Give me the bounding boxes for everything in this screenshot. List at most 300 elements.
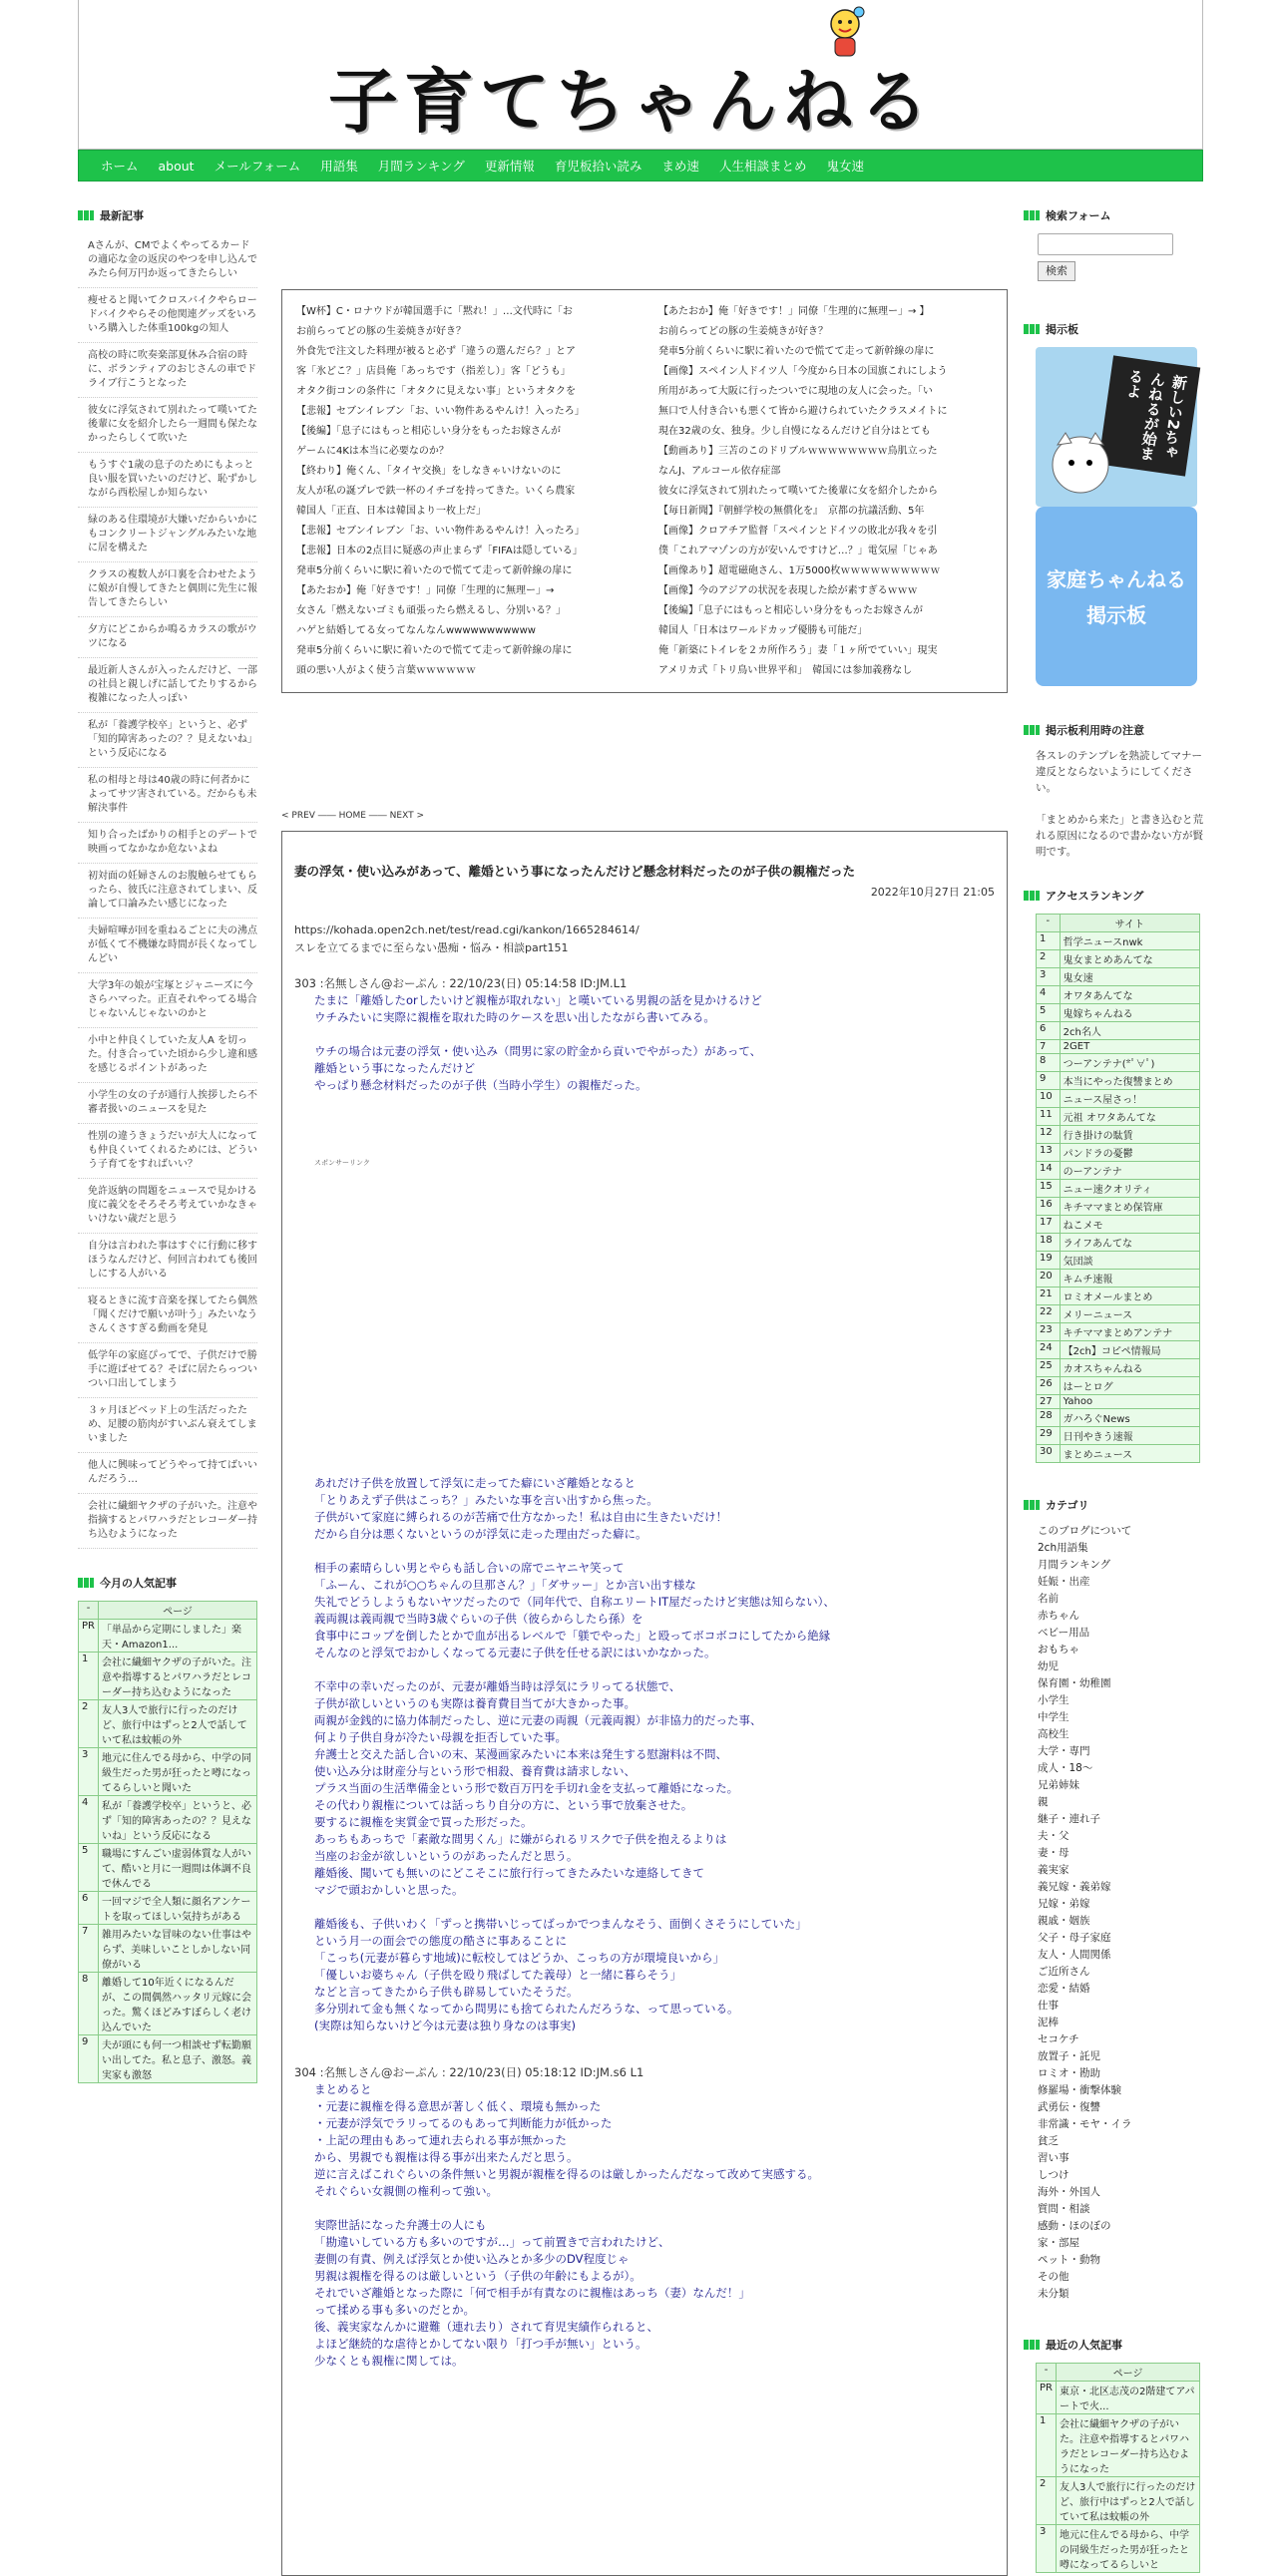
page-link[interactable]: 離婚して10年近くになるんだが、この間偶然ハッタリ元嫁に会った。驚くほどみすぼらしく老け込んでいた: [98, 1973, 256, 2035]
category-link[interactable]: 義兄嫁・義弟嫁: [1038, 1881, 1111, 1893]
table-row[interactable]: [1037, 1270, 1200, 1288]
heading-marker-icon: [1024, 210, 1040, 220]
antenna-link[interactable]: 【悲報】セブンイレブン「お、いい物件あるやんけ！入ったろ」: [296, 526, 585, 537]
latest-item[interactable]: 会社に繊細ヤクザの子がいた。注意や指摘するとパワハラだとレコーダー持ち込むようになった: [78, 1494, 257, 1549]
page-link[interactable]: 鬼女速: [1060, 968, 1199, 986]
rank-cell: 21: [1037, 1288, 1061, 1305]
katei-board-banner[interactable]: 家庭ちゃんねる 掲示板: [1036, 507, 1197, 686]
antenna-link[interactable]: 【悲報】セブンイレブン「お、いい物件あるやんけ！入ったろ」: [296, 406, 585, 417]
table-header-cell: サイト: [1060, 915, 1199, 932]
rank-cell: 8: [1037, 1054, 1061, 1072]
rank-cell: 9: [1037, 1072, 1061, 1090]
heading-marker-icon: [1024, 324, 1040, 334]
antenna-link[interactable]: 【後編】「息子にはもっと相応しい身分をもったお嫁さんが: [296, 426, 561, 437]
table-header-cell: ページ: [98, 1602, 256, 1620]
table-row[interactable]: [1037, 2525, 1200, 2573]
category-link[interactable]: 継子・連れ子: [1038, 1813, 1100, 1825]
rank-cell: 2: [79, 1700, 99, 1748]
article: [281, 831, 1008, 2576]
nav-item[interactable]: 更新情報: [484, 159, 535, 174]
latest-item[interactable]: 緑のある住環境が大嫌いだからいかにもコンクリートジャングルみたいな地に居を構えた: [78, 508, 257, 562]
rank-cell: 3: [1037, 968, 1061, 986]
antenna-link[interactable]: 【毎日新聞】『朝鮮学校の無償化を』 京都の抗議活動、5年: [658, 506, 925, 517]
rank-cell: 16: [1037, 1198, 1061, 1216]
page-link[interactable]: 2ch名人: [1060, 1022, 1199, 1040]
rank-cell: 3: [1037, 2525, 1057, 2573]
table-row[interactable]: [1037, 1162, 1200, 1180]
antenna-link[interactable]: 【あたおか】俺「好きです！」同僚「生理的に無理ー」→ 】: [658, 306, 930, 317]
category-link[interactable]: 中学生: [1038, 1711, 1069, 1723]
rank-cell: 25: [1037, 1359, 1061, 1377]
antenna-link[interactable]: アメリカ式「トリ鳥い世界平和」 韓国には参加義務なし: [658, 665, 913, 676]
antenna-link[interactable]: 【画像】今のアジアの状況を表現した絵が素すぎるｗｗｗ: [658, 585, 918, 596]
source-url[interactable]: https://kohada.open2ch.net/test/read.cgi/kankon/1665284614/: [294, 923, 640, 936]
category-link[interactable]: 月間ランキング: [1038, 1559, 1111, 1571]
antenna-link[interactable]: ハゲと結婚してる女ってなんなんwwwwwwwwwww: [296, 625, 536, 636]
latest-item[interactable]: 彼女に浮気されて別れたって嘆いてた後輩に女を紹介したら一週間も保たなかったらしくて吹いた: [78, 398, 257, 453]
rank-cell: 27: [1037, 1395, 1061, 1409]
rank-cell: 7: [79, 1925, 99, 1973]
page-link[interactable]: 東京・北区志茂の2階建てアパートで火...: [1056, 2382, 1199, 2414]
antenna-link[interactable]: 【画像】クロアチア監督「スペインとドイツの敗北が我々を引: [658, 526, 938, 537]
latest-list: [78, 233, 257, 1549]
latest-item[interactable]: 私の相母と母は40歳の時に何者かによってサツ害されている。だからも未解決事件: [78, 768, 257, 823]
page-link[interactable]: 日刊やきう速報: [1060, 1427, 1199, 1445]
nav-item[interactable]: まめ速: [661, 159, 699, 174]
table-row[interactable]: [79, 1973, 257, 2035]
table-row[interactable]: [79, 1700, 257, 1748]
rank-cell: 6: [79, 1892, 99, 1925]
category-link[interactable]: 貧乏: [1038, 2135, 1059, 2147]
article-date: 2022年10月27日 21:05: [870, 886, 995, 899]
latest-item[interactable]: 初対面の妊婦さんのお腹触らせてもらったら、彼氏に注意されてしまい、反論して口論みたい感じになった: [78, 864, 257, 919]
table-row[interactable]: [1037, 932, 1200, 950]
rank-cell: 24: [1037, 1341, 1061, 1359]
rank-cell: 29: [1037, 1427, 1061, 1445]
page-link[interactable]: 鬼嫁ちゃんねる: [1060, 1004, 1199, 1022]
antenna-link[interactable]: 発車5分前くらいに駅に着いたので慌てて走って新幹線の扉に: [296, 645, 573, 656]
post-304: [294, 2064, 995, 2370]
rank-cell: 5: [79, 1844, 99, 1892]
page-link[interactable]: カオスちゃんねる: [1060, 1359, 1199, 1377]
category-link[interactable]: 親戚・姻族: [1038, 1915, 1090, 1927]
antenna-link[interactable]: 僕「これアマゾンの方が安いんですけど…？」電気屋「じゃあ: [658, 546, 938, 556]
rank-cell: 8: [79, 1973, 99, 2035]
antenna-link[interactable]: オタク街コンの条件に「オタクに見えない事」というオタクを: [296, 386, 576, 397]
antenna-link[interactable]: お前らってどの豚の生姜焼きが好き？: [658, 326, 828, 337]
table-row[interactable]: [1037, 1359, 1200, 1377]
latest-item[interactable]: クラスの複数人が口裏を合わせたように娘が自慢してきたと偶則に先生に報告してきたらしい: [78, 562, 257, 617]
page-link[interactable]: 気団談: [1060, 1252, 1199, 1270]
rank-cell: 15: [1037, 1180, 1061, 1198]
page-link[interactable]: 会社に繊細ヤクザの子がいた。注意や指導するとパワハラだとレコーダー持ち込むようになった: [98, 1653, 256, 1700]
antenna-link[interactable]: 無口で人付き合いも悪くて皆から避けられていたクラスメイトに: [658, 406, 948, 417]
latest-item[interactable]: 夕方にどこからか鳴るカラスの歌がウツになる: [78, 617, 257, 658]
page-link[interactable]: ロミオメールまとめ: [1060, 1288, 1199, 1305]
category-link[interactable]: 仕事: [1038, 2000, 1059, 2012]
antenna-link[interactable]: 外食先で注文した料理が被ると必ず「違うの選んだら？」とア: [296, 346, 576, 357]
antenna-column-left: [282, 290, 644, 692]
latest-item[interactable]: ３ヶ月ほどベッド上の生活だったため、足腰の筋肉がすいぶん衰えてしまいました: [78, 1398, 257, 1453]
right-sidebar: [1024, 199, 1203, 2573]
table-header-cell: -: [1037, 2364, 1057, 2382]
category-link[interactable]: ロミオ・勘助: [1038, 2067, 1100, 2079]
page-link[interactable]: 行き掛けの駄賃: [1060, 1126, 1199, 1144]
category-link[interactable]: 夫・父: [1038, 1830, 1069, 1842]
page-link[interactable]: ねこメモ: [1060, 1216, 1199, 1234]
table-row[interactable]: [1037, 1216, 1200, 1234]
rank-cell: 22: [1037, 1305, 1061, 1323]
table-row[interactable]: [1037, 1427, 1200, 1445]
antenna-link[interactable]: 友人が私の誕プレで鉄一杯のイチゴを持ってきた。いくら農家: [296, 486, 576, 497]
page-link[interactable]: 私が「養護学校卒」というと、必ず「知的障害あったの？？見えないね」という反応になる: [98, 1796, 256, 1844]
antenna-link[interactable]: なんJ、アルコール依存症部: [658, 466, 781, 477]
post-body: たまに「離婚したorしたいけど親権が取れない」と嘆いている男親の話を見かけるけど ウチみたいに実際に親権を取れた時のケースを思い出したながら書いてみる。 ウチの場合は元妻の浮気・使い込み（問男に家の貯金から貢いでやがった）があって、 離婚という事になったんだけど やっぱり懸念材料だったのが子供（当時小学生）の親権だった。: [314, 993, 762, 1092]
page-link[interactable]: パンドラの憂鬱: [1060, 1144, 1199, 1162]
latest-item[interactable]: 高校の時に吹奏楽部夏休み合宿の時に、ボランティアのおじさんの車でドライブ行こうとなった: [78, 343, 257, 398]
rank-cell: 19: [1037, 1252, 1061, 1270]
latest-item[interactable]: 私が「養護学校卒」というと、必ず「知的障害あったの？？見えないね」という反応になる: [78, 713, 257, 768]
latest-item[interactable]: 小学生の女の子が通行人挨拶したら不審者扱いのニュースを見た: [78, 1083, 257, 1124]
nav-item[interactable]: 月間ランキング: [377, 159, 465, 174]
table-row[interactable]: [1037, 1040, 1200, 1054]
category-link[interactable]: しつけ: [1038, 2169, 1069, 2181]
category-link[interactable]: 修羅場・衝撃体験: [1038, 2084, 1121, 2096]
page-link[interactable]: ニュー速クオリティ: [1060, 1180, 1199, 1198]
search-input[interactable]: [1038, 233, 1173, 255]
page-link[interactable]: 職場にすんごい虚弱体質な人がいて、酷いと月に一週間は体調不良で休んでる: [98, 1844, 256, 1892]
table-row[interactable]: [1037, 1180, 1200, 1198]
category-link[interactable]: 質問・相談: [1038, 2203, 1090, 2215]
antenna-link[interactable]: 頭の悪い人がよく使う言葉ｗｗｗｗｗｗ: [296, 665, 476, 676]
latest-item[interactable]: 他人に興味ってどうやって持てばいいんだろう…: [78, 1453, 257, 1494]
category-link[interactable]: 家・部屋: [1038, 2237, 1079, 2249]
antenna-link[interactable]: 彼女に浮気されて別れたって嘆いてた後輩に女を紹介したから: [658, 486, 938, 497]
page-link[interactable]: のーアンテナ: [1060, 1162, 1199, 1180]
antenna-link[interactable]: 【後編】「息子にはもっと相応しい身分をもったお嫁さんが: [658, 605, 923, 616]
table-row[interactable]: [1037, 1022, 1200, 1040]
nav-item[interactable]: 鬼女速: [826, 159, 864, 174]
access-table: [1036, 914, 1200, 1463]
latest-item[interactable]: 最近新人さんが入ったんだけど、一部の社員と親しげに話してたりするから複雑になった人っぽい: [78, 658, 257, 713]
site-header: [78, 0, 1203, 150]
rank-cell: 30: [1037, 1445, 1061, 1463]
rank-cell: 18: [1037, 1234, 1061, 1252]
category-link[interactable]: ベビー用品: [1038, 1627, 1090, 1639]
table-row[interactable]: [1037, 1054, 1200, 1072]
nav-item[interactable]: メールフォーム: [214, 159, 301, 174]
table-row[interactable]: [1037, 1409, 1200, 1427]
latest-item[interactable]: 知り合ったばかりの相手とのデートで映画ってなかなか危ないよね: [78, 823, 257, 864]
antenna-link[interactable]: ゲームに4Kは本当に必要なのか？: [296, 446, 449, 457]
main-content: [281, 289, 1008, 2576]
antenna-link[interactable]: 韓国人「日本はワールドカップ優勝も可能だ」: [658, 625, 868, 636]
heading-marker-icon: [78, 1578, 94, 1588]
rank-cell: 9: [79, 2035, 99, 2083]
table-row[interactable]: [1037, 1395, 1200, 1409]
rank-cell: 1: [1037, 932, 1061, 950]
page-link[interactable]: ライフあんてな: [1060, 1234, 1199, 1252]
latest-item[interactable]: 性別の違うきょうだいが大人になっても仲良くいてくれるためには、どういう子育てをすればいい？: [78, 1124, 257, 1179]
page-link[interactable]: つーアンテナ(*ﾟ∀ﾟ): [1060, 1054, 1199, 1072]
page-link[interactable]: キチママまとめ保管庫: [1060, 1198, 1199, 1216]
rank-cell: 2: [1037, 2477, 1057, 2525]
antenna-column-right: [644, 290, 1007, 692]
table-row[interactable]: [79, 1796, 257, 1844]
antenna-link[interactable]: 【画像】スペイン人ドイツ人「今度から日本の国旗これにしよう: [658, 366, 948, 377]
post-303-continued: [294, 1475, 995, 2034]
table-row[interactable]: [1037, 2477, 1200, 2525]
category-link[interactable]: 妊娠・出産: [1038, 1576, 1090, 1588]
category-list: [1024, 1523, 1203, 2303]
sponsor-label: スポンサーリンク: [314, 1159, 370, 1167]
category-link[interactable]: 保育園・幼稚園: [1038, 1677, 1111, 1689]
search-button[interactable]: 検索: [1038, 261, 1075, 281]
antenna-link[interactable]: お前らってどの豚の生姜焼きが好き？: [296, 326, 466, 337]
category-link[interactable]: 武勇伝・復讐: [1038, 2101, 1100, 2113]
table-row[interactable]: [1037, 1108, 1200, 1126]
rank-cell: 2: [1037, 950, 1061, 968]
table-header-cell: -: [1037, 915, 1061, 932]
page-link[interactable]: Yahoo: [1060, 1395, 1199, 1409]
page-link[interactable]: 元祖 オワタあんてな: [1060, 1108, 1199, 1126]
table-row[interactable]: [1037, 1341, 1200, 1359]
page-link[interactable]: 地元に住んでる母から、中学の同級生だった男が狂ったと噂になってるらしいと聞いた: [98, 1748, 256, 1796]
table-row[interactable]: [79, 2035, 257, 2083]
page-link[interactable]: 一回マジで全人類に顔名アンケートを取ってほしい気持ちがある: [98, 1892, 256, 1925]
page-link[interactable]: はーとログ: [1060, 1377, 1199, 1395]
antenna-link[interactable]: 【W杯】C・ロナウドが韓国選手に「黙れ！」…文代時に「お: [296, 306, 573, 317]
latest-item[interactable]: もうすぐ1歳の息子のためにもよっと良い服を買いたいのだけど、恥ずかしながら西松屋しか知らない: [78, 453, 257, 508]
category-link[interactable]: 泥棒: [1038, 2017, 1059, 2028]
category-link[interactable]: 兄弟姉妹: [1038, 1779, 1079, 1791]
category-link[interactable]: 感動・ほのぼの: [1038, 2220, 1111, 2232]
new-2ch-banner[interactable]: [1036, 347, 1197, 507]
page-link[interactable]: 友人3人で旅行に行ったのだけど、旅行中はずっと2人で話していて私は蚊帳の外: [98, 1700, 256, 1748]
site-wrapper: [78, 0, 1203, 182]
table-row[interactable]: [1037, 1126, 1200, 1144]
page-link[interactable]: 「単品から定期にしました」楽天・Amazon1...: [98, 1620, 256, 1653]
page-link[interactable]: キムチ速報: [1060, 1270, 1199, 1288]
page-link[interactable]: ガハろぐNews: [1060, 1409, 1199, 1427]
table-row[interactable]: [1037, 1377, 1200, 1395]
latest-item[interactable]: 痩せると聞いてクロスバイクやらロードバイクやらその他関連グッズをいろいろ購入した体重100kgの知人: [78, 288, 257, 343]
heading-marker-icon: [1024, 1500, 1040, 1510]
category-link[interactable]: 名前: [1038, 1593, 1059, 1605]
table-row[interactable]: [1037, 1288, 1200, 1305]
rank-cell: 4: [79, 1796, 99, 1844]
post-303: [294, 975, 995, 1094]
nav-item[interactable]: about: [158, 158, 195, 174]
latest-item[interactable]: 免許返納の問題をニュースで見かける度に義父をそろそろ考えていかなきゃいけない歳だと思う: [78, 1179, 257, 1234]
table-row[interactable]: [1037, 1234, 1200, 1252]
latest-item[interactable]: Aさんが、CMでよくやってるカードの適応な金の返戻のやつを申し込んでみたら何万円か返ってきたらしい: [78, 233, 257, 288]
category-link[interactable]: 高校生: [1038, 1728, 1069, 1740]
table-row[interactable]: [1037, 968, 1200, 986]
latest-item[interactable]: 低学年の家庭ぴってで、子供だけで勝手に遊ばせてる？そばに居たらっついつい口出してしまう: [78, 1343, 257, 1398]
rank-cell: PR: [79, 1620, 99, 1653]
latest-item[interactable]: 寝るときに流す音楽を探してたら偶然「聞くだけで願いが叶う」みたいなうさんくさすぎる動画を発見: [78, 1288, 257, 1343]
category-link[interactable]: 成人・18～: [1038, 1762, 1093, 1774]
rank-cell: 10: [1037, 1090, 1061, 1108]
page-link[interactable]: キチママまとめアンテナ: [1060, 1323, 1199, 1341]
rank-cell: 17: [1037, 1216, 1061, 1234]
rank-cell: 28: [1037, 1409, 1061, 1427]
category-link[interactable]: 習い事: [1038, 2152, 1069, 2164]
category-link[interactable]: その他: [1038, 2271, 1069, 2283]
table-row[interactable]: [79, 1748, 257, 1796]
table-row[interactable]: [1037, 1090, 1200, 1108]
heading-marker-icon: [1024, 725, 1040, 735]
search-form: [1024, 233, 1203, 281]
category-link[interactable]: 幼児: [1038, 1660, 1059, 1672]
latest-item[interactable]: 夫婦喧嘩が回を重ねるごとに夫の沸点が低くて不機嫌な時間が長くなってしんどい: [78, 919, 257, 973]
popular-table: [1036, 2363, 1200, 2573]
rank-cell: 11: [1037, 1108, 1061, 1126]
table-row[interactable]: [1037, 1305, 1200, 1323]
table-row[interactable]: [1037, 1198, 1200, 1216]
page-link[interactable]: 2GET: [1060, 1040, 1199, 1054]
page-link[interactable]: メリーニュース: [1060, 1305, 1199, 1323]
antenna-link[interactable]: 発車5分前くらいに駅に着いたので慌てて走って新幹線の扉に: [296, 565, 573, 576]
category-link[interactable]: 赤ちゃん: [1038, 1610, 1079, 1622]
category-link[interactable]: 2ch用語集: [1038, 1542, 1088, 1554]
nav-item[interactable]: 人生相談まとめ: [718, 159, 807, 174]
page-link[interactable]: 夫が頭にも何一つ相談せず転勤願い出してた。私と息子、激怒。義実家も激怒: [98, 2035, 256, 2083]
rank-cell: 13: [1037, 1144, 1061, 1162]
category-link[interactable]: おもちゃ: [1038, 1644, 1079, 1656]
category-link[interactable]: 父子・母子家庭: [1038, 1932, 1111, 1944]
page-link[interactable]: 【2ch】コピペ情報局: [1060, 1341, 1199, 1359]
global-nav: [78, 150, 1203, 182]
rank-cell: 12: [1037, 1126, 1061, 1144]
rank-cell: 23: [1037, 1323, 1061, 1341]
page-link[interactable]: ニュース屋さっ！: [1060, 1090, 1199, 1108]
antenna-link[interactable]: 俺「新築にトイレを２カ所作ろう」妻「１ヶ所でていい」現実: [658, 645, 938, 656]
rank-cell: 20: [1037, 1270, 1061, 1288]
table-row[interactable]: [1037, 950, 1200, 968]
page-link[interactable]: 会社に繊細ヤクザの子がいた。注意や指導するとパワハラだとレコーダー持ち込むようになった: [1056, 2414, 1199, 2477]
search-title: 検索フォーム: [1024, 207, 1203, 223]
table-row[interactable]: [79, 1844, 257, 1892]
page-link[interactable]: オワタあんてな: [1060, 986, 1199, 1004]
post-header: 304 :名無しさん@おーぷん : 22/10/23(日) 05:18:12 ID:JM.s6 L1: [294, 2065, 644, 2079]
table-row[interactable]: [1037, 2414, 1200, 2477]
page-link[interactable]: 地元に住んでる母から、中学の同級生だった男が狂ったと噂になってるらしいと: [1056, 2525, 1199, 2573]
antenna-link[interactable]: 現在32歳の女、独身。少し自慢になるんだけど自分はとても: [658, 426, 931, 437]
latest-item[interactable]: 小中と仲良くしていた友人A を切った。付き合っていた頃から少し違和感を感じるポイントがあった: [78, 1028, 257, 1083]
antenna-link[interactable]: 【終わり】俺くん、「タイヤ交換」をしなきゃいけないのに: [296, 466, 562, 477]
table-row[interactable]: [79, 1925, 257, 1973]
page-link[interactable]: 友人3人で旅行に行ったのだけど、旅行中はずっと2人で話していて私は蚊帳の外: [1056, 2477, 1199, 2525]
rank-cell: 1: [79, 1653, 99, 1700]
rules-title: 掲示板利用時の注意: [1024, 722, 1203, 738]
banner-text: 新しい2ちゃんねるが始まるよ: [1098, 355, 1200, 476]
access-title: アクセスランキング: [1024, 888, 1203, 904]
category-link[interactable]: このブログについて: [1038, 1525, 1132, 1537]
table-row[interactable]: [1037, 986, 1200, 1004]
table-row[interactable]: [79, 1892, 257, 1925]
table-row[interactable]: [1037, 1445, 1200, 1463]
page-link[interactable]: まとめニュース: [1060, 1445, 1199, 1463]
category-link[interactable]: 大学・専門: [1038, 1745, 1090, 1757]
antenna-link[interactable]: 【動画あり】三苫のこのドリブルｗｗｗｗｗｗｗｗ鳥肌立った: [658, 446, 938, 457]
category-link[interactable]: 非常識・モヤ・イラ: [1038, 2118, 1132, 2130]
rank-cell: 26: [1037, 1377, 1061, 1395]
heading-marker-icon: [1024, 2340, 1040, 2350]
table-row[interactable]: [1037, 1323, 1200, 1341]
category-link[interactable]: 兄嫁・弟嫁: [1038, 1898, 1090, 1910]
table-row[interactable]: [79, 1620, 257, 1653]
table-row[interactable]: [79, 1653, 257, 1700]
nav-item[interactable]: 育児板拾い読み: [554, 159, 642, 174]
category-link[interactable]: 放置子・託児: [1038, 2050, 1100, 2062]
page-link[interactable]: 本当にやった復讐まとめ: [1060, 1072, 1199, 1090]
rank-cell: 1: [1037, 2414, 1057, 2477]
category-link[interactable]: 小学生: [1038, 1694, 1069, 1706]
monthly-title: 今月の人気記事: [78, 1575, 257, 1591]
table-header-cell: ページ: [1056, 2364, 1199, 2382]
rank-cell: 3: [79, 1748, 99, 1796]
left-sidebar: [78, 199, 257, 2083]
antenna-link[interactable]: 女さん「燃えないゴミも頑張ったら燃えるし、分別いる？」: [296, 605, 566, 616]
latest-title: 最新記事: [78, 207, 257, 223]
category-link[interactable]: 友人・人間関係: [1038, 1949, 1111, 1961]
category-link[interactable]: 未分類: [1038, 2288, 1069, 2300]
nav-item[interactable]: ホーム: [101, 159, 139, 174]
table-row[interactable]: [1037, 1004, 1200, 1022]
antenna-link[interactable]: 客「氷どこ？」店員俺「あっちです（指差し）」客「どうも」: [296, 366, 571, 377]
category-link[interactable]: 妻・母: [1038, 1847, 1069, 1859]
rank-cell: 7: [1037, 1040, 1061, 1054]
category-link[interactable]: ご近所さん: [1038, 1966, 1090, 1978]
popular-title: 最近の人気記事: [1024, 2337, 1203, 2353]
article-title[interactable]: 妻の浮気・使い込みがあって、離婚という事になったんだけど懸念材料だったのが子供の親権だった: [294, 864, 856, 879]
antenna-link[interactable]: 韓国人「正直、日本は韓国より一枚上だ」: [296, 506, 486, 517]
page-link[interactable]: 雑用みたいな冒味のない仕事はやらず、美味しいことしかしない同僚がいる: [98, 1925, 256, 1973]
site-logo[interactable]: 子育てちゃんねる: [328, 60, 935, 143]
antenna-link[interactable]: 【画像あり】超電磁砲さん、1万5000枚ｗｗｗｗｗｗｗｗｗｗ: [658, 565, 941, 576]
latest-item[interactable]: 自分は言われた事はすぐに行動に移すほうなんだけど、何回言われても後回しにする人がいる: [78, 1234, 257, 1288]
antenna-link[interactable]: 発車5分前くらいに駅に着いたので慌てて走って新幹線の扉に: [658, 346, 935, 357]
heading-marker-icon: [78, 210, 94, 220]
category-link[interactable]: 義実家: [1038, 1864, 1069, 1876]
antenna-link[interactable]: 【悲報】日本の2点目に疑惑の声止まらず「FIFAは隠している」: [296, 546, 583, 556]
cat-icon: [1046, 427, 1115, 497]
table-row[interactable]: [1037, 1252, 1200, 1270]
category-link[interactable]: ペット・動物: [1038, 2254, 1100, 2266]
page-link[interactable]: 鬼女まとめあんてな: [1060, 950, 1199, 968]
pager[interactable]: < PREV ―― HOME ―― NEXT >: [281, 811, 424, 821]
category-link[interactable]: 恋愛・結婚: [1038, 1983, 1090, 1995]
rule-1: 各スレのテンプレを熟読してマナー違反とならないようにしてください。: [1036, 750, 1203, 794]
table-row[interactable]: [1037, 2382, 1200, 2414]
table-row[interactable]: [1037, 1072, 1200, 1090]
antenna-box: [281, 289, 1008, 693]
category-link[interactable]: 海外・外国人: [1038, 2186, 1100, 2198]
page-link[interactable]: 哲学ニュースnwk: [1060, 932, 1199, 950]
post-header: 303 :名無しさん@おーぷん : 22/10/23(日) 05:14:58 ID:JM.L1: [294, 976, 628, 990]
antenna-link[interactable]: 所用があって大阪に行ったついでに現地の友人に会った。「い: [658, 386, 933, 397]
nav-item[interactable]: 用語集: [320, 159, 358, 174]
table-row[interactable]: [1037, 1144, 1200, 1162]
latest-item[interactable]: 大学3年の娘が宝塚とジャニーズに今さらハマった。正直それやってる場合じゃないんじゃないのかと: [78, 973, 257, 1028]
category-link[interactable]: セコケチ: [1038, 2033, 1079, 2045]
source-meta: [294, 921, 995, 957]
rank-cell: 6: [1037, 1022, 1061, 1040]
antenna-link[interactable]: 【あたおか】俺「好きです！」同僚「生理的に無理ー」→: [296, 585, 555, 596]
category-link[interactable]: 親: [1038, 1796, 1049, 1808]
